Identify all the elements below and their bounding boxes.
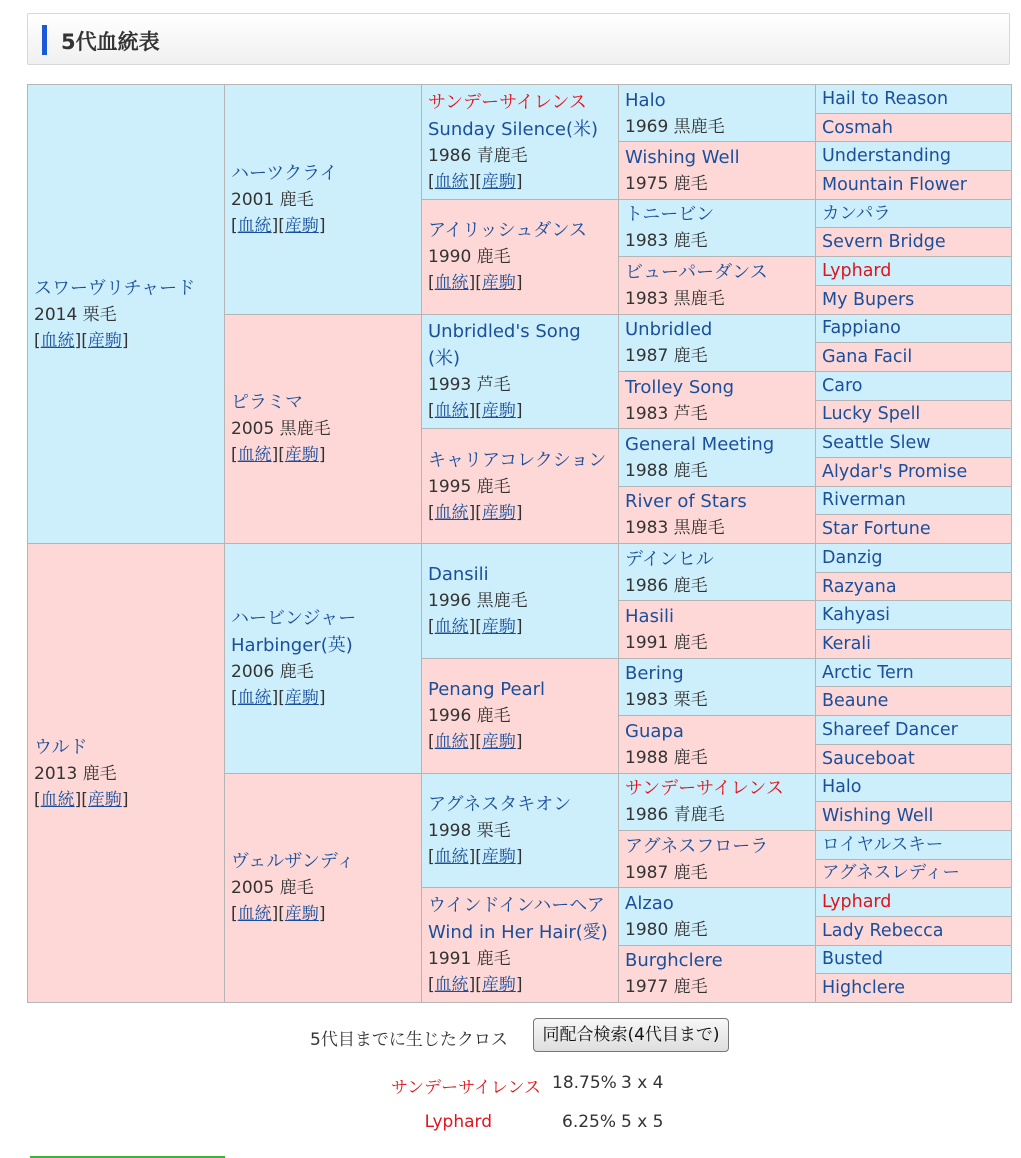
pedigree-cell-gen5 xyxy=(816,486,1012,515)
horse-year-color: 1983 栗毛 xyxy=(625,690,708,711)
horse-name[interactable]: Unbridled's Song xyxy=(428,321,581,343)
horse-name[interactable]: ビューパーダンス xyxy=(625,261,768,283)
progeny-link[interactable]: 産駒 xyxy=(284,215,319,236)
pedigree-cell-gen5 xyxy=(816,429,1012,458)
pedigree-link[interactable]: 血統 xyxy=(40,789,75,810)
cross-percent: 18.75% xyxy=(552,1073,617,1093)
horse-name[interactable]: Wishing Well xyxy=(822,806,934,827)
pedigree-links: [血統][産駒] xyxy=(428,975,523,996)
horse-name[interactable]: アグネスフローラ xyxy=(625,835,769,857)
pedigree-cell-gen4 xyxy=(619,142,816,199)
pedigree-cell xyxy=(422,544,619,659)
horse-name[interactable]: Trolley Song xyxy=(625,376,735,398)
horse-name[interactable]: Wishing Well xyxy=(625,147,740,169)
horse-name[interactable]: Sauceboat xyxy=(822,748,915,769)
pedigree-cell-gen5 xyxy=(816,658,1012,687)
pedigree-cell-gen4 xyxy=(619,257,816,314)
cross-header xyxy=(0,1017,1021,1057)
pedigree-cell-gen5 xyxy=(816,773,1012,802)
pedigree-cell xyxy=(225,773,422,1003)
pedigree-cell xyxy=(225,314,422,544)
horse-name[interactable]: River of Stars xyxy=(625,491,747,513)
progeny-link[interactable]: 産駒 xyxy=(481,846,516,867)
horse-name[interactable]: Danzig xyxy=(822,547,883,568)
pedigree-cell xyxy=(225,85,422,315)
pedigree-cell-gen4 xyxy=(619,199,816,256)
cross-row xyxy=(0,1112,1021,1138)
pedigree-links: [血統][産駒] xyxy=(428,401,523,422)
horse-name[interactable]: Kahyasi xyxy=(822,605,891,626)
horse-name[interactable]: Mountain Flower xyxy=(822,174,967,195)
pedigree-cell-gen4 xyxy=(619,429,816,486)
pedigree-links: [血統][産駒] xyxy=(428,273,523,294)
horse-name[interactable]: トニービン xyxy=(625,204,715,226)
pedigree-cell-gen4 xyxy=(619,773,816,830)
pedigree-links: [血統][産駒] xyxy=(34,789,129,810)
pedigree-row xyxy=(28,544,1012,573)
horse-year-color: 1986 青鹿毛 xyxy=(625,805,725,826)
horse-year-color: 1996 黒鹿毛 xyxy=(428,591,528,612)
horse-name[interactable]: Lucky Spell xyxy=(822,404,921,425)
horse-year-color: 1983 黒鹿毛 xyxy=(625,518,725,539)
horse-year-color: 1996 鹿毛 xyxy=(428,706,511,727)
pedigree-cell-gen4 xyxy=(619,716,816,773)
pedigree-cell-gen5 xyxy=(816,830,1012,859)
horse-year-color: 1980 鹿毛 xyxy=(625,919,708,940)
horse-year-color: 1983 芦毛 xyxy=(625,403,708,424)
horse-name[interactable]: Busted xyxy=(822,949,883,970)
horse-name[interactable]: Seattle Slew xyxy=(822,433,931,454)
cross-horse-name[interactable]: Lyphard xyxy=(424,1112,492,1132)
pedigree-cell-gen5 xyxy=(816,400,1012,429)
pedigree-link[interactable]: 血統 xyxy=(237,904,272,925)
cross-percent: 6.25% xyxy=(562,1112,617,1132)
horse-year-color: 1991 鹿毛 xyxy=(428,949,511,970)
horse-name[interactable]: ピラミマ xyxy=(231,392,303,414)
horse-name[interactable]: Cosmah xyxy=(822,117,893,138)
horse-name[interactable]: Caro xyxy=(822,375,863,396)
horse-year-color: 1983 黒鹿毛 xyxy=(625,288,725,309)
horse-name[interactable]: アグネスレディー xyxy=(822,863,960,884)
horse-year-color: 1998 栗毛 xyxy=(428,820,511,841)
horse-name[interactable]: Shareef Dancer xyxy=(822,719,958,740)
pedigree-cell xyxy=(422,658,619,773)
progeny-link[interactable]: 産駒 xyxy=(87,330,122,351)
progeny-link[interactable]: 産駒 xyxy=(481,617,516,638)
horse-name[interactable]: Unbridled xyxy=(625,319,713,341)
pedigree-cell-gen4 xyxy=(619,486,816,543)
horse-year-color: 1988 鹿毛 xyxy=(625,747,708,768)
pedigree-link[interactable]: 血統 xyxy=(434,846,469,867)
horse-name[interactable]: Bering xyxy=(625,663,684,685)
horse-name[interactable]: My Bupers xyxy=(822,289,915,310)
pedigree-cell xyxy=(422,85,619,200)
horse-name[interactable]: General Meeting xyxy=(625,433,775,455)
horse-name[interactable]: Arctic Tern xyxy=(822,662,914,683)
horse-name[interactable]: Gana Facil xyxy=(822,347,913,368)
progeny-link[interactable]: 産駒 xyxy=(481,401,516,422)
pedigree-cell-gen4 xyxy=(619,888,816,945)
horse-name[interactable]: Penang Pearl xyxy=(428,679,545,701)
horse-name[interactable]: Guapa xyxy=(625,720,684,742)
pedigree-cell-gen4 xyxy=(619,371,816,428)
pedigree-cell-gen5 xyxy=(816,85,1012,114)
horse-year-color: 1995 鹿毛 xyxy=(428,476,511,497)
cross-row xyxy=(0,1073,1021,1099)
pedigree-cell-gen5 xyxy=(816,314,1012,343)
pedigree-cell-gen5 xyxy=(816,228,1012,257)
pedigree-link[interactable]: 血統 xyxy=(40,330,75,351)
horse-year-color: 1987 鹿毛 xyxy=(625,346,708,367)
horse-name-en[interactable]: Sunday Silence(米) xyxy=(428,118,598,140)
horse-name[interactable]: Riverman xyxy=(822,490,906,511)
pedigree-cell-gen5 xyxy=(816,515,1012,544)
pedigree-cell-gen5 xyxy=(816,888,1012,917)
pedigree-cell-gen5 xyxy=(816,343,1012,372)
pedigree-cell-gen5 xyxy=(816,544,1012,573)
pedigree-links: [血統][産駒] xyxy=(428,732,523,753)
progeny-link[interactable]: 産駒 xyxy=(481,502,516,523)
pedigree-link[interactable]: 血統 xyxy=(434,502,469,523)
horse-name[interactable]: アグネスタキオン xyxy=(428,793,572,815)
pedigree-cell-gen5 xyxy=(816,916,1012,945)
pedigree-cell-gen5 xyxy=(816,945,1012,974)
horse-name[interactable]: Burghclere xyxy=(625,950,723,972)
horse-name[interactable]: Hail to Reason xyxy=(822,88,949,109)
horse-name[interactable]: Understanding xyxy=(822,146,951,167)
pedigree-links: [血統][産駒] xyxy=(428,846,523,867)
pedigree-cell-gen5 xyxy=(816,572,1012,601)
horse-year-color: 2005 黒鹿毛 xyxy=(231,419,331,440)
progeny-link[interactable]: 産駒 xyxy=(481,273,516,294)
horse-name[interactable]: サンデーサイレンス xyxy=(428,91,587,113)
pedigree-link[interactable]: 血統 xyxy=(434,975,469,996)
pedigree-cell-gen5 xyxy=(816,802,1012,831)
horse-name[interactable]: Razyana xyxy=(822,576,897,597)
pedigree-links: [血統][産駒] xyxy=(428,617,523,638)
cross-horse-name[interactable]: サンデーサイレンス xyxy=(390,1078,541,1098)
horse-year-color: 1990 鹿毛 xyxy=(428,247,511,268)
pedigree-link[interactable]: 血統 xyxy=(434,171,469,192)
horse-year-color: 1987 鹿毛 xyxy=(625,862,708,883)
horse-name[interactable]: Severn Bridge xyxy=(822,232,946,253)
pedigree-link[interactable]: 血統 xyxy=(434,273,469,294)
horse-name[interactable]: Star Fortune xyxy=(822,519,931,540)
progeny-link[interactable]: 産駒 xyxy=(481,975,516,996)
pedigree-links: [血統][産駒] xyxy=(428,502,523,523)
pedigree-cell-gen5 xyxy=(816,113,1012,142)
horse-name[interactable]: ウインドインハーヘア xyxy=(428,895,605,917)
horse-name[interactable]: アイリッシュダンス xyxy=(428,220,587,242)
horse-name[interactable]: Halo xyxy=(625,89,666,111)
pedigree-links: [血統][産駒] xyxy=(231,215,326,236)
pedigree-links: [血統][産駒] xyxy=(231,904,326,925)
same-mating-search-button[interactable]: 同配合検索(4代目まで) xyxy=(533,1018,729,1052)
horse-name[interactable]: サンデーサイレンス xyxy=(625,778,784,800)
horse-name[interactable]: Beaune xyxy=(822,691,889,712)
horse-name[interactable]: ハービンジャー xyxy=(231,608,357,630)
horse-year-color: 2014 栗毛 xyxy=(34,304,117,325)
pedigree-link[interactable]: 血統 xyxy=(237,688,272,709)
horse-name[interactable]: Lyphard xyxy=(822,260,892,281)
progeny-link[interactable]: 産駒 xyxy=(284,688,319,709)
section-header xyxy=(27,13,1010,65)
pedigree-cell-gen5 xyxy=(816,630,1012,659)
pedigree-cell-gen4 xyxy=(619,314,816,371)
pedigree-cell-gen5 xyxy=(816,285,1012,314)
horse-name[interactable]: ロイヤルスキー xyxy=(822,834,944,855)
progeny-link[interactable]: 産駒 xyxy=(481,732,516,753)
pedigree-cell-gen5 xyxy=(816,687,1012,716)
pedigree-table xyxy=(27,84,1012,1003)
cross-label: 5代目までに生じたクロス xyxy=(310,1030,508,1050)
pedigree-cell-gen5 xyxy=(816,716,1012,745)
horse-name-en[interactable]: Wind in Her Hair(愛) xyxy=(428,922,608,944)
progeny-link[interactable]: 産駒 xyxy=(87,789,122,810)
pedigree-cell xyxy=(422,314,619,429)
horse-name[interactable]: Halo xyxy=(822,777,862,798)
horse-name[interactable]: Highclere xyxy=(822,978,906,999)
pedigree-cell-gen5 xyxy=(816,142,1012,171)
pedigree-link[interactable]: 血統 xyxy=(237,215,272,236)
pedigree-cell xyxy=(28,85,225,544)
pedigree-cell-gen5 xyxy=(816,974,1012,1003)
horse-year-color: 1975 鹿毛 xyxy=(625,174,708,195)
pedigree-links: [血統][産駒] xyxy=(428,171,523,192)
pedigree-cell-gen5 xyxy=(816,601,1012,630)
horse-name-en[interactable]: (米) xyxy=(428,348,461,370)
horse-name[interactable]: デインヒル xyxy=(625,548,714,570)
pedigree-links: [血統][産駒] xyxy=(231,688,326,709)
horse-name[interactable]: Alydar's Promise xyxy=(822,461,968,482)
horse-year-color: 1993 芦毛 xyxy=(428,375,511,396)
horse-name[interactable]: ハーツクライ xyxy=(231,162,338,184)
pedigree-cell-gen5 xyxy=(816,199,1012,228)
header-accent-bar xyxy=(42,25,47,55)
horse-name[interactable]: Dansili xyxy=(428,564,489,586)
horse-name[interactable]: Kerali xyxy=(822,633,872,654)
pedigree-cell-gen5 xyxy=(816,257,1012,286)
pedigree-cell xyxy=(422,773,619,888)
horse-name[interactable]: ウルド xyxy=(34,736,88,758)
horse-name[interactable]: Lyphard xyxy=(822,892,892,913)
horse-name[interactable]: キャリアコレクション xyxy=(428,449,607,471)
horse-year-color: 1969 黒鹿毛 xyxy=(625,116,725,137)
cross-generation: 5 x 5 xyxy=(621,1112,664,1132)
pedigree-cell-gen5 xyxy=(816,171,1012,200)
pedigree-cell xyxy=(422,429,619,544)
section-title: 5代血統表 xyxy=(61,30,160,54)
horse-year-color: 1986 鹿毛 xyxy=(625,575,708,596)
horse-name[interactable]: スワーヴリチャード xyxy=(34,277,196,299)
horse-year-color: 1986 青鹿毛 xyxy=(428,145,528,166)
pedigree-cell-gen4 xyxy=(619,830,816,887)
pedigree-cell-gen4 xyxy=(619,544,816,601)
pedigree-cell-gen4 xyxy=(619,601,816,658)
horse-year-color: 1991 鹿毛 xyxy=(625,633,708,654)
pedigree-cell-gen4 xyxy=(619,85,816,142)
progeny-link[interactable]: 産駒 xyxy=(481,171,516,192)
horse-name[interactable]: Hasili xyxy=(625,606,674,628)
horse-year-color: 2006 鹿毛 xyxy=(231,662,314,683)
horse-year-color: 1983 鹿毛 xyxy=(625,231,708,252)
pedigree-link[interactable]: 血統 xyxy=(237,445,272,466)
pedigree-cell-gen4 xyxy=(619,658,816,715)
horse-year-color: 1988 鹿毛 xyxy=(625,460,708,481)
horse-year-color: 2005 鹿毛 xyxy=(231,878,314,899)
pedigree-cell-gen5 xyxy=(816,744,1012,773)
horse-name[interactable]: Fappiano xyxy=(822,318,901,339)
horse-name[interactable]: Lady Rebecca xyxy=(822,920,944,941)
pedigree-link[interactable]: 血統 xyxy=(434,401,469,422)
pedigree-link[interactable]: 血統 xyxy=(434,617,469,638)
pedigree-cell-gen5 xyxy=(816,457,1012,486)
horse-year-color: 1977 鹿毛 xyxy=(625,977,708,998)
pedigree-cell xyxy=(225,544,422,774)
horse-name[interactable]: Alzao xyxy=(625,892,674,914)
pedigree-cell xyxy=(422,199,619,314)
progeny-link[interactable]: 産駒 xyxy=(284,445,319,466)
horse-year-color: 2001 鹿毛 xyxy=(231,189,314,210)
horse-name[interactable]: ヴェルザンディ xyxy=(231,851,355,873)
pedigree-cell xyxy=(28,544,225,1003)
horse-name-en[interactable]: Harbinger(英) xyxy=(231,635,353,657)
pedigree-cell xyxy=(422,888,619,1003)
pedigree-link[interactable]: 血統 xyxy=(434,732,469,753)
cross-generation: 3 x 4 xyxy=(621,1073,664,1093)
horse-year-color: 2013 鹿毛 xyxy=(34,763,117,784)
pedigree-links: [血統][産駒] xyxy=(34,330,129,351)
pedigree-links: [血統][産駒] xyxy=(231,445,326,466)
pedigree-cell-gen5 xyxy=(816,371,1012,400)
horse-name[interactable]: カンパラ xyxy=(822,203,891,224)
pedigree-cell-gen5 xyxy=(816,859,1012,888)
progeny-link[interactable]: 産駒 xyxy=(284,904,319,925)
pedigree-row xyxy=(28,85,1012,114)
pedigree-cell-gen4 xyxy=(619,945,816,1002)
